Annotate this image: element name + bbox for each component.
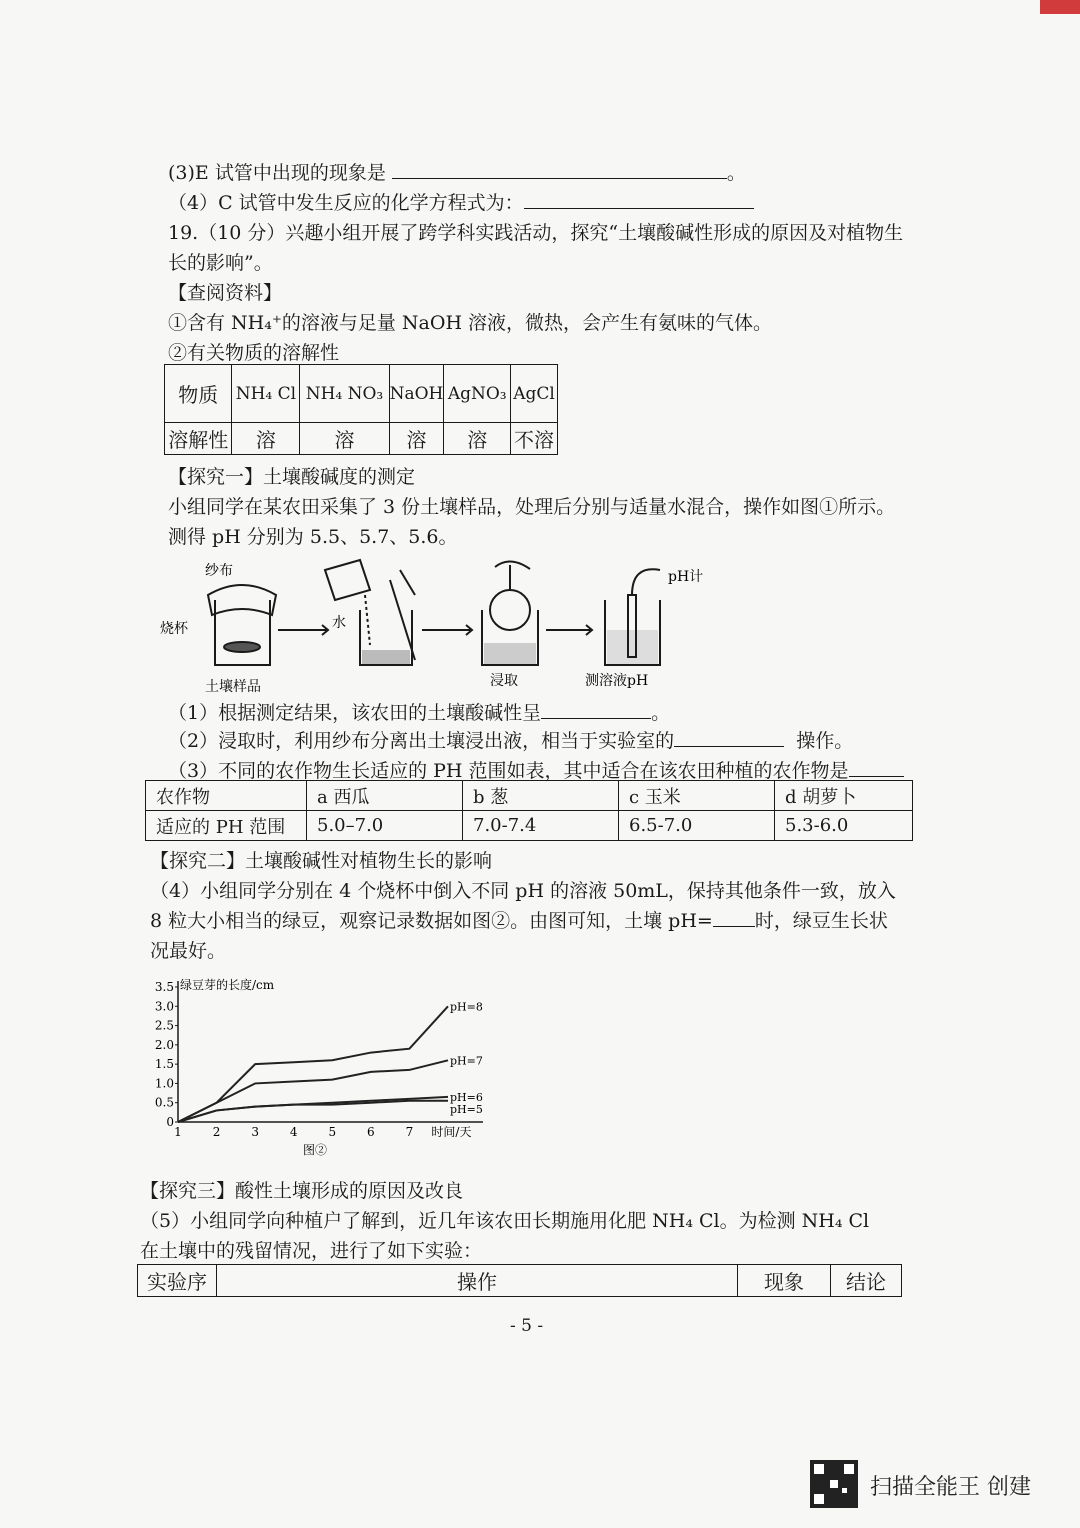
solubility-cell: 溶	[389, 423, 444, 455]
series-label: pH=6	[450, 1090, 483, 1104]
qr-code-icon	[810, 1460, 858, 1508]
series-line-pH=7	[178, 1060, 448, 1122]
q18-item4: （4）C 试管中发生反应的化学方程式为：	[168, 188, 754, 215]
y-tick-label: 3.0	[154, 999, 174, 1014]
substance-cell: NaOH	[389, 365, 444, 423]
exp-header-cell: 结论	[831, 1265, 902, 1297]
label-gauze: 纱布	[205, 563, 233, 579]
growth-chart	[140, 975, 500, 1160]
y-tick-label: 2.0	[154, 1037, 174, 1052]
crop-header-cell: 农作物	[146, 781, 307, 811]
solubility-cell: 溶	[232, 423, 300, 455]
corner-mark	[1040, 0, 1080, 14]
solubility-cell: 溶	[444, 423, 511, 455]
y-tick-label: 0	[166, 1115, 174, 1129]
chart-title: 图②	[303, 1143, 328, 1157]
ref-heading: 【查阅资料】	[168, 282, 283, 304]
explore1-line2: 测得 pH 分别为 5.5、5.7、5.6。	[168, 526, 458, 548]
explore2-heading: 【探究二】土壤酸碱性对植物生长的影响	[150, 850, 493, 872]
crop-header-cell: c 玉米	[619, 781, 775, 811]
label-soil-sample: 土壤样品	[205, 679, 261, 695]
y-tick-label: 0.5	[154, 1095, 174, 1110]
sub4-line1: （4）小组同学分别在 4 个烧杯中倒入不同 pH 的溶液 50mL，保持其他条件一致，放入	[150, 880, 896, 902]
sub1: （1）根据测定结果，该农田的土壤酸碱性呈 。	[168, 702, 671, 724]
crop-header-cell: b 葱	[463, 781, 619, 811]
explore1-heading: 【探究一】土壤酸碱度的测定	[168, 466, 416, 488]
crop-table	[145, 780, 913, 841]
sub5-line1: （5）小组同学向种植户了解到，近几年该农田长期施用化肥 NH₄ Cl。为检测 NH₄ Cl	[140, 1210, 870, 1232]
x-tick-label: 3	[251, 1125, 259, 1139]
row-label-solubility: 溶解性	[165, 423, 232, 455]
series-line-pH=5	[178, 1101, 448, 1122]
crop-range-cell: 5.3-6.0	[775, 811, 913, 841]
crop-range-cell: 7.0-7.4	[463, 811, 619, 841]
x-axis-label: 时间/天	[431, 1125, 472, 1139]
sub3: （3）不同的农作物生长适应的 PH 范围如表，其中适合在该农田种植的农作物是	[168, 756, 904, 783]
y-axis-label: 绿豆芽的长度/cm	[180, 978, 275, 992]
label-measure: 测溶液pH	[585, 673, 649, 689]
exp-header-cell: 操作	[217, 1265, 738, 1297]
crop-range-cell: 6.5-7.0	[619, 811, 775, 841]
crop-header-cell: a 西瓜	[307, 781, 463, 811]
solubility-cell: 不溶	[511, 423, 558, 455]
label-beaker: 烧杯	[160, 621, 188, 637]
ref-2: ②有关物质的溶解性	[168, 342, 340, 364]
q19-intro-line2: 长的影响”。	[168, 252, 273, 274]
substance-cell: AgCl	[511, 365, 558, 423]
row-label-substance: 物质	[165, 365, 232, 423]
y-tick-label: 1.0	[154, 1076, 174, 1091]
solubility-cell: 溶	[300, 423, 389, 455]
page-number: - 5 -	[510, 1316, 544, 1336]
y-tick-label: 1.5	[154, 1057, 174, 1072]
y-tick-label: 3.5	[154, 980, 174, 994]
sub4-line2: 8 粒大小相当的绿豆，观察记录数据如图②。由图可知，土壤 pH= 时，绿豆生长状	[150, 910, 888, 932]
sub5-line2: 在土壤中的残留情况，进行了如下实验：	[140, 1240, 483, 1262]
substance-cell: NH₄ Cl	[232, 365, 300, 423]
ref-1: ①含有 NH₄⁺的溶液与足量 NaOH 溶液，微热，会产生有氨味的气体。	[168, 312, 773, 334]
x-tick-label: 2	[212, 1125, 221, 1139]
explore3-heading: 【探究三】酸性土壤形成的原因及改良	[140, 1180, 464, 1202]
substance-cell: NH₄ NO₃	[300, 365, 389, 423]
y-tick-label: 2.5	[154, 1018, 174, 1033]
x-tick-label: 4	[289, 1125, 298, 1139]
solubility-table	[164, 364, 558, 455]
figure1-apparatus	[160, 555, 720, 695]
x-tick-label: 7	[405, 1125, 414, 1139]
label-ph-meter: pH计	[668, 569, 704, 585]
series-label: pH=8	[450, 1000, 483, 1014]
exp-header-cell: 实验序	[138, 1265, 217, 1297]
watermark: 扫描全能王 创建	[870, 1475, 1031, 1500]
series-label: pH=7	[450, 1054, 483, 1068]
label-water: 水	[332, 615, 346, 631]
q19-intro-line1: 19.（10 分）兴趣小组开展了跨学科实践活动，探究“土壤酸碱性形成的原因及对植物生	[168, 222, 904, 244]
explore1-line1: 小组同学在某农田采集了 3 份土壤样品，处理后分别与适量水混合，操作如图①所示。	[168, 496, 896, 518]
label-leach: 浸取	[490, 673, 518, 689]
exp-header-cell: 现象	[738, 1265, 831, 1297]
sub4-line3: 况最好。	[150, 940, 227, 962]
crop-range-cell: 5.0–7.0	[307, 811, 463, 841]
q18-item3: (3)E 试管中出现的现象是 。	[168, 162, 746, 184]
experiment-table	[137, 1264, 902, 1297]
substance-cell: AgNO₃	[444, 365, 511, 423]
x-tick-label: 6	[367, 1125, 375, 1139]
series-label: pH=5	[450, 1102, 483, 1116]
crop-range-label: 适应的 PH 范围	[146, 811, 307, 841]
x-tick-label: 1	[174, 1125, 182, 1139]
crop-header-cell: d 胡萝卜	[775, 781, 913, 811]
sub2: （2）浸取时，利用纱布分离出土壤浸出液，相当于实验室的 操作。	[168, 730, 854, 752]
x-tick-label: 5	[328, 1125, 337, 1139]
